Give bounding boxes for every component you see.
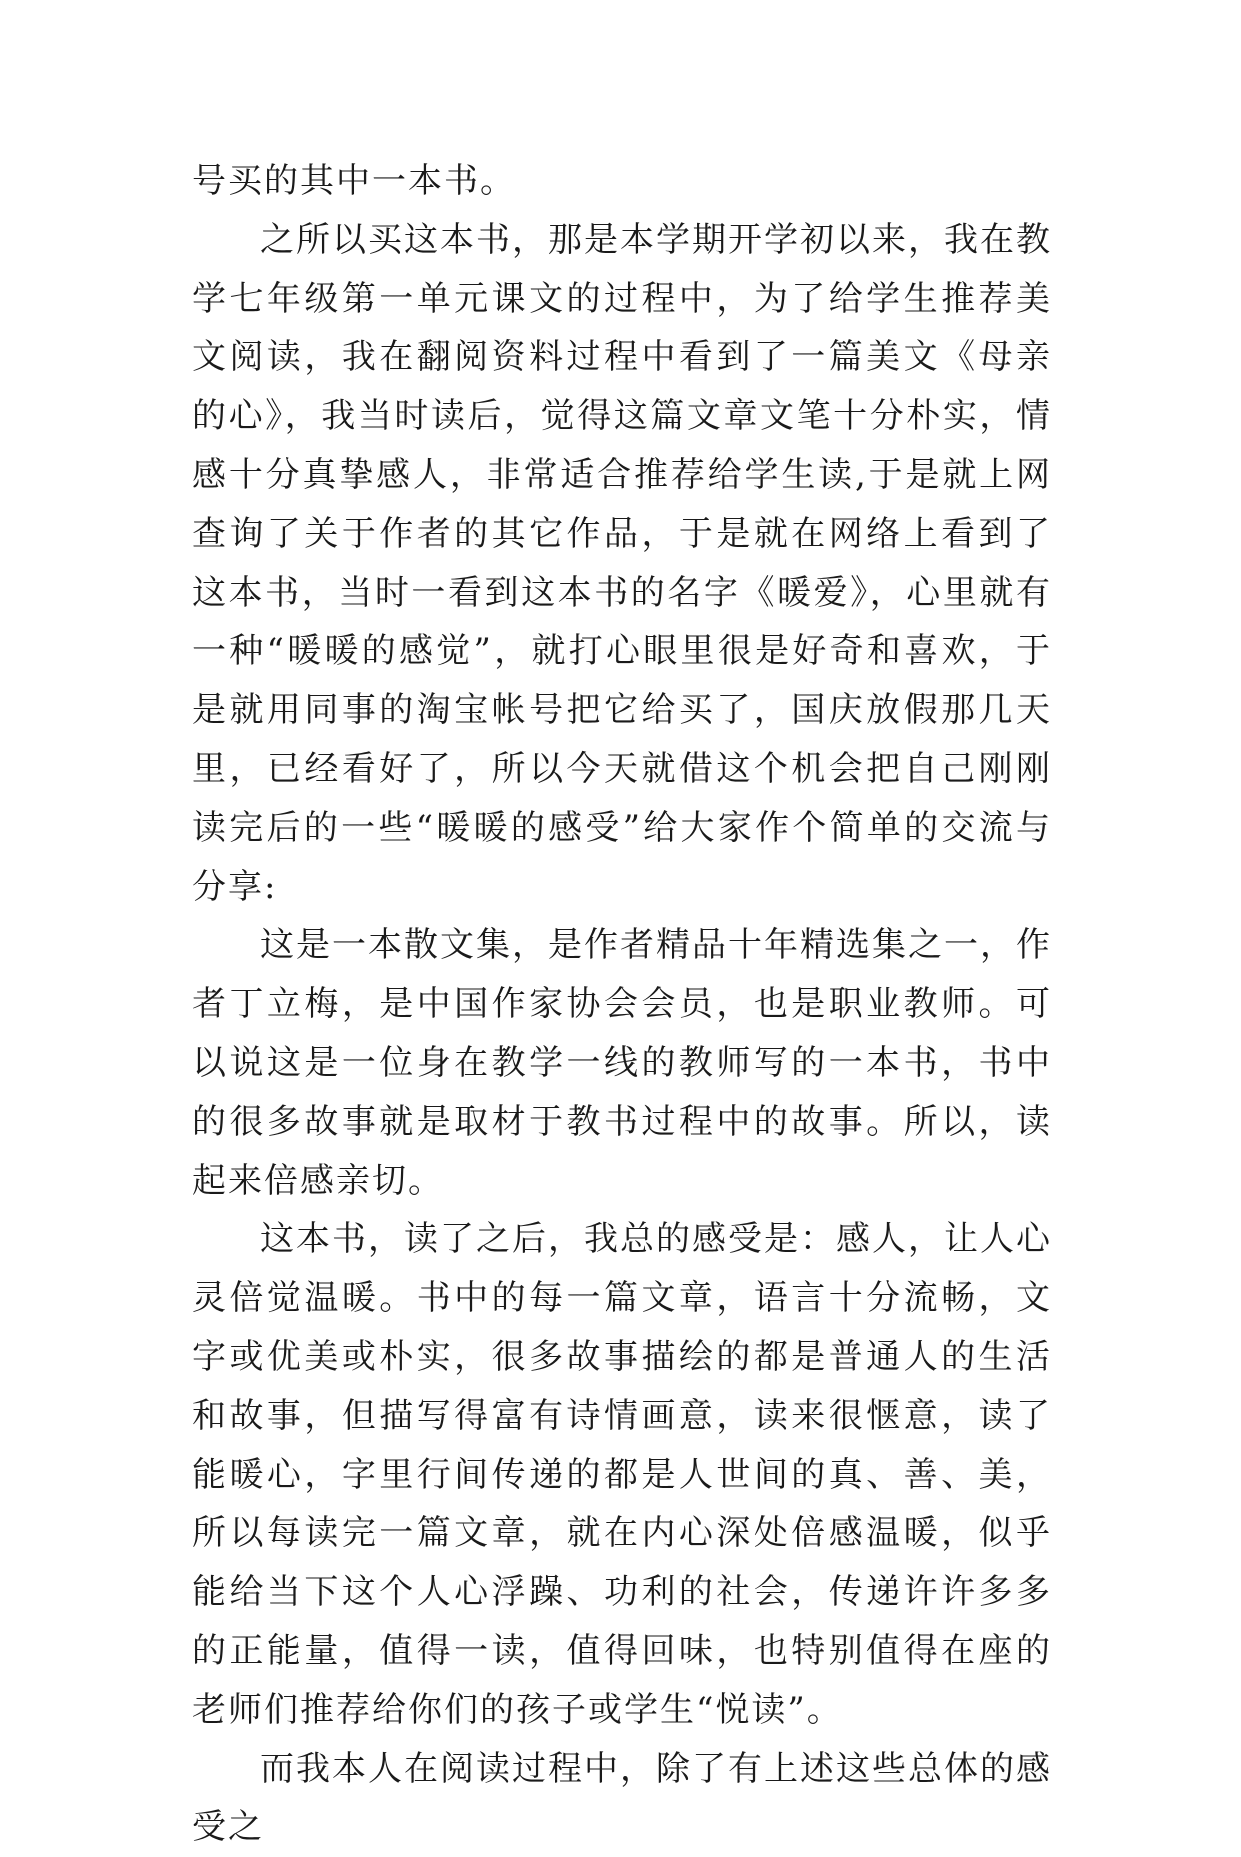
paragraph-1: 号买的其中一本书。 [192,161,516,201]
paragraph-3: 这是一本散文集，是作者精品十年精选集之一，作者丁立梅，是中国作家协会会员，也是职业教师。可以说这是一位身在教学一线的教师写的一本书，书中的很多故事就是取材于教书过程中的故事。所以，读起来倍感亲切。 [192,925,1052,1201]
paragraph-4: 这本书，读了之后，我总的感受是：感人，让人心灵倍觉温暖。书中的每一篇文章，语言十分流畅，文字或优美或朴实，很多故事描绘的都是普通人的生活和故事，但描写得富有诗情画意，读来很惬意，读了能暖心，字里行间传递的都是人世间的真、善、美，所以每读完一篇文章，就在内心深处倍感温暖，似乎能给当下这个人心浮躁、功利的社会，传递许许多多的正能量，值得一读，值得回味，也特别值得在座的老师们推荐给你们的孩子或学生“悦读”。 [192,1219,1052,1730]
document-body [192,152,1052,1857]
paragraph-2: 之所以买这本书，那是本学期开学初以来，我在教学七年级第一单元课文的过程中，为了给学生推荐美文阅读，我在翻阅资料过程中看到了一篇美文《母亲的心》，我当时读后，觉得这篇文章文笔十分朴实，情感十分真挚感人，非常适合推荐给学生读,于是就上网查询了关于作者的其它作品，于是就在网络上看到了这本书，当时一看到这本书的名字《暖爱》，心里就有一种“暖暖的感觉”，就打心眼里很是好奇和喜欢，于是就用同事的淘宝帐号把它给买了，国庆放假那几天里，已经看好了，所以今天就借这个机会把自己刚刚读完后的一些“暖暖的感受”给大家作个简单的交流与分享: [192,219,1052,907]
paragraph-5: 而我本人在阅读过程中，除了有上述这些总体的感受之 [192,1748,1052,1848]
